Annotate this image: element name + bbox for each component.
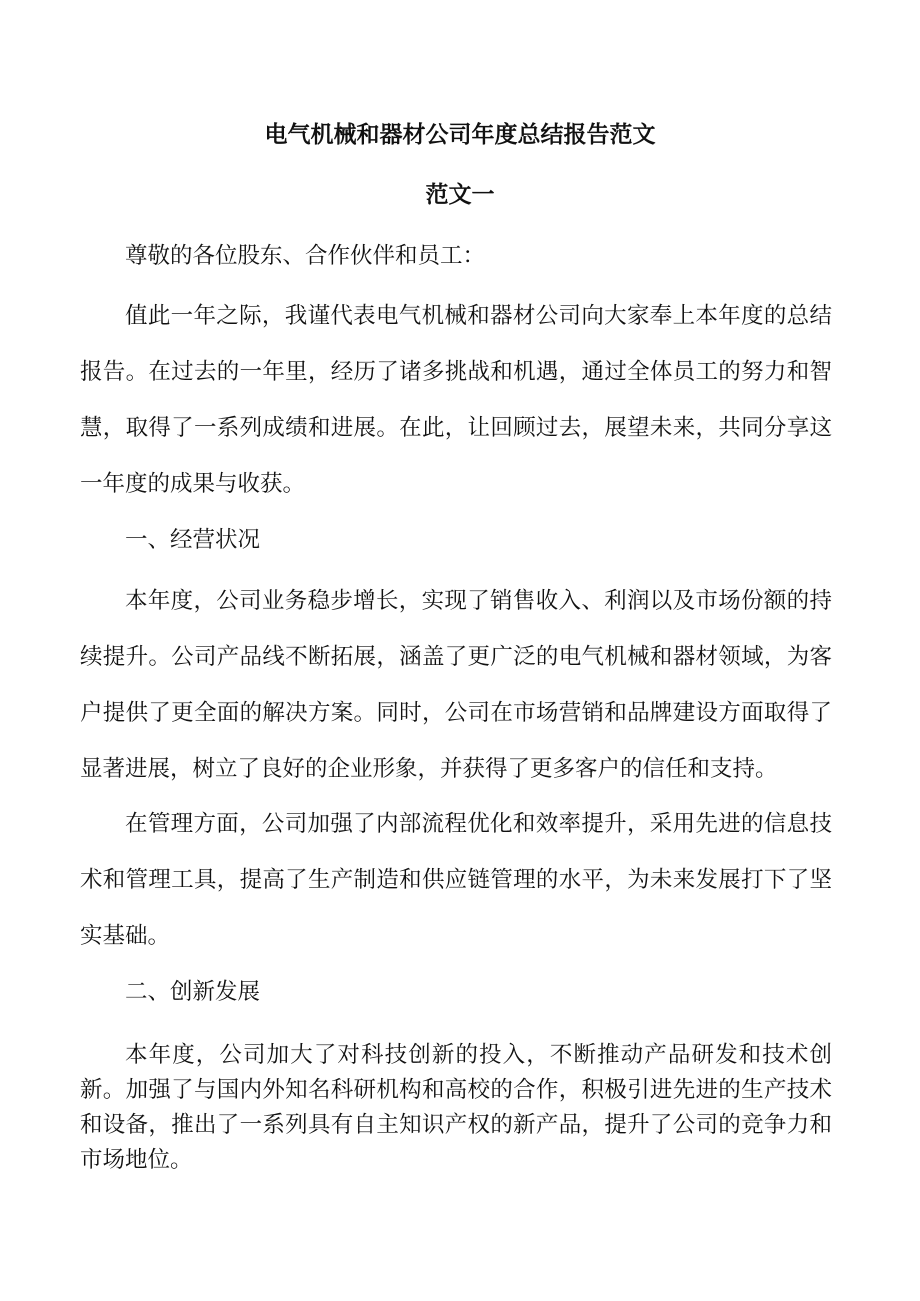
document-title: 电气机械和器材公司年度总结报告范文 [264,122,656,148]
salutation: 尊敬的各位股东、合作伙伴和员工： [125,243,486,269]
paragraph-management: 在管理方面，公司加强了内部流程优化和效率提升，采用先进的信息技术和管理工具，提高了生产制造和供应链管理的水平，为未来发展打下了坚实基础。 [80,811,832,949]
section-heading-innovation: 二、创新发展 [125,979,261,1005]
paragraph-operations: 本年度，公司业务稳步增长，实现了销售收入、利润以及市场份额的持续提升。公司产品线不断拓展，涵盖了更广泛的电气机械和器材领域，为客户提供了更全面的解决方案。同时，公司在市场营销和品牌建设方面取得了显著进展，树立了良好的企业形象，并获得了更多客户的信任和支持。 [80,588,832,782]
paragraph-innovation: 本年度，公司加大了对科技创新的投入，不断推动产品研发和技术创新。加强了与国内外知名科研机构和高校的合作，积极引进先进的生产技术和设备，推出了一系列具有自主知识产权的新产品，提升了公司的竞争力和市场地位。 [80,1042,832,1173]
document-subtitle: 范文一 [425,182,495,208]
paragraph-intro: 值此一年之际，我谨代表电气机械和器材公司向大家奉上本年度的总结报告。在过去的一年里，经历了诸多挑战和机遇，通过全体员工的努力和智慧，取得了一系列成绩和进展。在此，让回顾过去，展望未来，共同分享这一年度的成果与收获。 [80,303,832,497]
section-heading-operations: 一、经营状况 [125,527,261,553]
